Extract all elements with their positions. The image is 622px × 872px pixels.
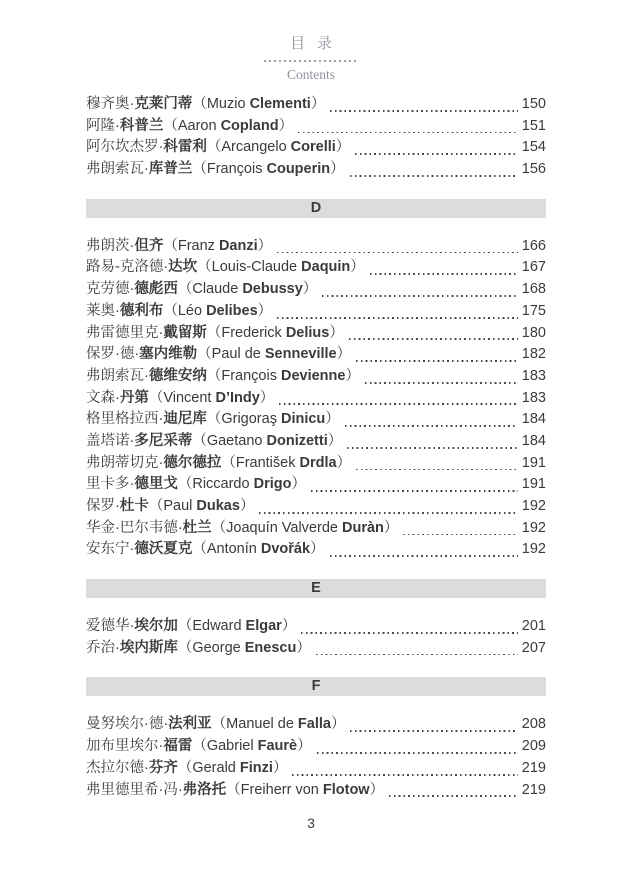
entry-name-latin: Grigoraş: [221, 411, 281, 428]
toc-entry[interactable]: [86, 539, 546, 561]
entry-surname-latin: Donizetti: [266, 432, 328, 449]
close-paren: ）: [350, 259, 365, 276]
toc-entry[interactable]: [86, 116, 546, 138]
entry-name-zh: 格里格拉西·: [86, 411, 164, 428]
entry-name: [86, 539, 325, 561]
dot-leader: [365, 382, 518, 384]
entry-page-number: 175: [521, 302, 546, 319]
open-paren: （: [192, 96, 207, 112]
entry-name-zh: 弗雷德里克·: [86, 324, 164, 341]
entry-surname-latin: Dvořák: [260, 541, 311, 558]
entry-surname-zh: 芬齐: [148, 759, 178, 776]
entry-name-zh: 文森·: [86, 389, 120, 406]
entry-name-latin: Léo: [177, 302, 207, 319]
close-paren: ）: [383, 519, 399, 536]
entry-surname-zh: 塞内维勒: [139, 346, 198, 363]
entry-surname-zh: 福雷: [163, 738, 193, 755]
entry-name: [86, 409, 340, 431]
entry-name-latin: František: [235, 454, 300, 471]
entry-name-zh: 弗朗蒂切克·: [86, 454, 164, 471]
entry-name: [86, 257, 365, 279]
dot-leader: [292, 774, 517, 776]
entry-surname-zh: 德利布: [119, 302, 164, 319]
entry-surname-zh: 科普兰: [119, 117, 164, 134]
entry-name-latin: Gabriel: [206, 738, 258, 755]
entry-name-latin: George: [192, 639, 245, 656]
entry-page-number: 209: [521, 738, 546, 755]
toc-entry[interactable]: [86, 638, 546, 660]
entry-surname-zh: 但齐: [134, 237, 164, 254]
dot-leader: [350, 730, 517, 732]
close-paren: ）: [330, 716, 346, 733]
title-dotted-rule: [264, 60, 358, 62]
entry-surname-zh: 多尼采蒂: [134, 432, 193, 449]
entry-page-number: 192: [521, 541, 546, 558]
dot-leader: [370, 273, 518, 275]
dot-leader: [355, 153, 518, 155]
entry-surname-zh: 德彪西: [134, 281, 178, 298]
entry-surname-latin: Danzi: [218, 237, 258, 254]
entry-name: [86, 518, 398, 540]
close-paren: ）: [272, 759, 288, 776]
entry-name-zh: 弗里德里希·冯·: [86, 781, 183, 798]
entry-surname-latin: Copland: [220, 117, 279, 134]
dot-leader: [350, 175, 518, 177]
entry-name: [86, 714, 345, 736]
dot-leader: [356, 469, 518, 471]
dot-leader: [279, 403, 518, 405]
entry-page-number: 182: [521, 346, 546, 363]
toc-entry[interactable]: [86, 236, 546, 258]
open-paren: （: [197, 259, 212, 276]
dot-leader: [311, 490, 518, 492]
close-paren: ）: [302, 281, 318, 298]
entry-name-zh: 加布里埃尔·: [86, 738, 164, 755]
toc-entry[interactable]: [86, 474, 546, 496]
entry-name: [86, 758, 287, 780]
entry-name: [86, 366, 360, 388]
entry-page-number: 184: [521, 411, 546, 428]
section-header-E: E: [86, 579, 546, 598]
close-paren: ）: [291, 476, 306, 493]
entry-page-number: 167: [521, 259, 546, 276]
entry-page-number: 191: [521, 454, 546, 471]
entry-name-latin: François: [206, 161, 267, 178]
open-paren: （: [211, 519, 227, 536]
entry-page-number: 180: [521, 324, 546, 341]
close-paren: ）: [329, 324, 344, 341]
toc-entry[interactable]: [86, 496, 546, 518]
entry-name: [86, 279, 317, 301]
dot-leader: [298, 132, 518, 134]
entry-name-zh: 安东宁·: [86, 541, 135, 558]
entry-surname-zh: 克莱门蒂: [134, 96, 193, 112]
entry-surname-zh: 德沃夏克: [134, 541, 193, 558]
entry-name-zh: 路易-克洛德·: [86, 259, 169, 276]
toc-entry[interactable]: [86, 453, 546, 475]
entry-name: [86, 496, 254, 518]
entry-name: [86, 780, 384, 802]
entry-surname-latin: Delius: [285, 324, 330, 341]
entry-name-zh: 弗朗茨·: [86, 237, 135, 254]
entry-surname-zh: 德维安纳: [148, 367, 207, 384]
dot-leader: [330, 555, 518, 557]
close-paren: ）: [259, 389, 275, 406]
dot-leader: [301, 632, 517, 634]
entry-surname-zh: 达坎: [168, 259, 198, 276]
dot-leader: [316, 654, 518, 656]
toc-entry[interactable]: [86, 388, 546, 410]
entry-name: [86, 431, 342, 453]
entry-page-number: 219: [521, 759, 546, 776]
close-paren: ）: [257, 302, 273, 319]
open-paren: （: [221, 454, 236, 471]
entry-name-zh: 保罗·: [86, 498, 120, 514]
toc-entry[interactable]: [86, 366, 546, 388]
entry-surname-latin: Devienne: [280, 367, 346, 384]
entry-name: [86, 388, 274, 410]
entry-name: [86, 301, 272, 323]
open-paren: （: [206, 324, 222, 341]
dot-leader: [259, 512, 517, 514]
entry-name: [86, 94, 325, 116]
entry-name-zh: 阿隆·: [86, 117, 120, 134]
entry-surname-zh: 丹第: [119, 389, 149, 406]
entry-name-latin: Freiherr von: [240, 781, 323, 798]
open-paren: （: [206, 411, 222, 428]
dot-leader: [389, 795, 518, 797]
entry-name-zh: 里卡多·: [86, 476, 135, 493]
entry-page-number: 168: [521, 281, 546, 298]
open-paren: （: [177, 281, 193, 298]
entry-surname-zh: 杜兰: [182, 519, 212, 536]
close-paren: ）: [296, 639, 311, 656]
dot-leader: [403, 534, 517, 536]
dot-leader: [330, 110, 517, 112]
dot-leader: [347, 447, 518, 449]
close-paren: ）: [369, 781, 385, 798]
toc-entry[interactable]: [86, 94, 546, 116]
entry-name-zh: 保罗·德·: [86, 346, 140, 363]
entry-name-latin: Joaquín Valverde: [226, 519, 342, 536]
dot-leader: [277, 317, 518, 319]
entry-name-zh: 莱奥·: [86, 302, 120, 319]
entry-name-zh: 克劳德·: [86, 281, 135, 298]
entry-name-latin: Aaron: [177, 117, 221, 134]
dot-leader: [356, 360, 518, 362]
open-paren: （: [163, 237, 178, 254]
entry-page-number: 183: [521, 389, 546, 406]
dot-leader: [322, 295, 518, 297]
entry-name: [86, 638, 311, 660]
entry-surname-zh: 弗洛托: [182, 781, 227, 798]
entry-name-latin: Claude: [192, 281, 243, 298]
entry-page-number: 208: [521, 716, 546, 733]
entry-surname-zh: 迪尼库: [163, 411, 207, 428]
entry-page-number: 151: [521, 117, 546, 134]
entry-name-latin: Edward: [192, 618, 246, 635]
dot-leader: [345, 425, 518, 427]
open-paren: （: [148, 389, 164, 406]
entry-surname-zh: 德尔德拉: [163, 454, 222, 471]
section-header-F: F: [86, 677, 546, 696]
open-paren: （: [192, 738, 207, 755]
toc-entry[interactable]: [86, 736, 546, 758]
entry-name: [86, 137, 350, 159]
dot-leader: [349, 338, 518, 340]
open-paren: （: [177, 618, 193, 635]
entry-page-number: 192: [521, 519, 546, 536]
close-paren: ）: [239, 498, 255, 514]
entry-surname-zh: 埃尔加: [134, 618, 178, 635]
close-paren: ）: [297, 738, 312, 755]
entry-name-latin: Paul: [163, 498, 197, 514]
entry-surname-zh: 埃内斯库: [119, 639, 178, 656]
entry-name: [86, 236, 272, 258]
close-paren: ）: [281, 618, 297, 635]
open-paren: （: [163, 117, 178, 134]
entry-surname-latin: Flotow: [322, 781, 370, 798]
close-paren: ）: [330, 161, 345, 178]
entry-surname-latin: Faurè: [257, 738, 298, 755]
open-paren: （: [177, 639, 193, 656]
dot-leader: [277, 252, 518, 254]
toc-entry[interactable]: [86, 344, 546, 366]
entry-page-number: 156: [521, 161, 546, 178]
toc-entry[interactable]: [86, 257, 546, 279]
entry-surname-latin: Debussy: [242, 281, 303, 298]
entry-name-zh: 曼努埃尔·德·: [86, 716, 169, 733]
entry-name: [86, 474, 306, 496]
entry-page-number: 207: [521, 639, 546, 656]
entry-name-latin: Franz: [177, 237, 219, 254]
open-paren: （: [148, 498, 164, 514]
entry-name-zh: 穆齐奥·: [86, 96, 135, 112]
toc-entry[interactable]: [86, 279, 546, 301]
open-paren: （: [177, 476, 193, 493]
entry-surname-latin: Dinicu: [280, 411, 326, 428]
entry-page-number: 192: [521, 498, 546, 514]
close-paren: ）: [310, 96, 326, 112]
entry-name-latin: Gaetano: [206, 432, 267, 449]
entry-name: [86, 616, 296, 638]
close-paren: ）: [310, 541, 325, 558]
entry-surname-zh: 法利亚: [168, 716, 212, 733]
entry-surname-zh: 科雷利: [163, 139, 207, 156]
entry-name-latin: Louis-Claude: [211, 259, 302, 276]
entry-name-zh: 杰拉尔德·: [86, 759, 149, 776]
entry-surname-zh: 库普兰: [148, 161, 193, 178]
close-paren: ）: [325, 411, 340, 428]
entry-name-latin: Gerald: [192, 759, 240, 776]
entry-page-number: 183: [521, 367, 546, 384]
entry-surname-latin: D’Indy: [215, 389, 260, 406]
toc-entry[interactable]: [86, 780, 546, 802]
toc-entry[interactable]: [86, 159, 546, 181]
entry-surname-latin: Corelli: [290, 139, 336, 156]
entry-name-zh: 阿尔坎杰罗·: [86, 139, 164, 156]
entry-name-latin: Arcangelo: [221, 139, 291, 156]
entry-surname-latin: Drigo: [253, 476, 292, 493]
entry-surname-latin: Clementi: [249, 96, 311, 112]
dot-leader: [317, 752, 518, 754]
toc-entry[interactable]: [86, 431, 546, 453]
entry-page-number: 166: [521, 237, 546, 254]
close-paren: ）: [335, 139, 351, 156]
section-header-D: D: [86, 199, 546, 218]
entry-surname-latin: Couperin: [266, 161, 331, 178]
entry-name: [86, 736, 312, 758]
entry-name-latin: Frederick: [221, 324, 286, 341]
entry-name-latin: Vincent: [163, 389, 216, 406]
entry-name-zh: 盖塔诺·: [86, 432, 135, 449]
entry-surname-zh: 戴留斯: [163, 324, 207, 341]
entry-surname-latin: Delibes: [206, 302, 258, 319]
entry-surname-latin: Senneville: [264, 346, 337, 363]
open-paren: （: [177, 759, 193, 776]
open-paren: （: [206, 139, 222, 156]
entry-surname-latin: Falla: [297, 716, 331, 733]
page-number: 3: [307, 815, 315, 832]
open-paren: （: [197, 346, 212, 363]
close-paren: ）: [257, 237, 273, 254]
entry-name: [86, 323, 344, 345]
entry-surname-latin: Daquin: [301, 259, 351, 276]
toc-entry[interactable]: [86, 616, 546, 638]
entry-page-number: 154: [521, 139, 546, 156]
entry-name-zh: 爱德华·: [86, 618, 135, 635]
close-paren: ）: [327, 432, 343, 449]
open-paren: （: [192, 541, 207, 558]
toc-header: [0, 0, 622, 83]
open-paren: （: [226, 781, 241, 798]
entry-page-number: 191: [521, 476, 546, 493]
toc-entry[interactable]: [86, 518, 546, 540]
open-paren: （: [192, 161, 207, 178]
entry-name-latin: Manuel de: [226, 716, 298, 733]
entry-name: [86, 116, 293, 138]
entry-surname-latin: Finzi: [239, 759, 273, 776]
entry-page-number: 150: [521, 96, 546, 112]
open-paren: （: [206, 367, 222, 384]
close-paren: ）: [345, 367, 360, 384]
page-title-en: Contents: [286, 67, 335, 82]
entry-name-latin: François: [221, 367, 281, 384]
toc-list: [86, 94, 546, 801]
open-paren: （: [211, 716, 227, 733]
entry-name: [86, 159, 345, 181]
open-paren: （: [192, 432, 207, 449]
entry-name: [86, 344, 351, 366]
entry-surname-latin: Drdla: [299, 454, 337, 471]
toc-entry[interactable]: [86, 137, 546, 159]
toc-entry[interactable]: [86, 758, 546, 780]
entry-page-number: 219: [521, 781, 546, 798]
page-title-zh: 目 录: [290, 36, 336, 52]
entry-surname-latin: Dukas: [196, 498, 240, 514]
open-paren: （: [163, 302, 178, 319]
toc-entry[interactable]: [86, 323, 546, 345]
close-paren: ）: [278, 117, 294, 134]
entry-surname-latin: Enescu: [244, 639, 297, 656]
entry-name-latin: Paul de: [211, 346, 265, 363]
entry-name-zh: 弗朗索瓦·: [86, 161, 149, 178]
toc-entry[interactable]: [86, 409, 546, 431]
entry-name-zh: 乔治·: [86, 639, 120, 656]
toc-entry[interactable]: [86, 301, 546, 323]
entry-surname-zh: 杜卡: [119, 498, 149, 514]
close-paren: ）: [336, 346, 352, 363]
entry-page-number: 201: [521, 618, 546, 635]
close-paren: ）: [336, 454, 352, 471]
entry-name-zh: 弗朗索瓦·: [86, 367, 149, 384]
entry-name: [86, 453, 351, 475]
entry-page-number: 184: [521, 432, 546, 449]
entry-surname-latin: Duràn: [341, 519, 384, 536]
toc-entry[interactable]: [86, 714, 546, 736]
entry-name-latin: Riccardo: [192, 476, 254, 493]
entry-name-zh: 华金·巴尔韦德·: [86, 519, 183, 536]
entry-name-latin: Antonín: [206, 541, 261, 558]
entry-surname-latin: Elgar: [245, 618, 282, 635]
entry-surname-zh: 德里戈: [134, 476, 178, 493]
entry-name-latin: Muzio: [206, 96, 250, 112]
